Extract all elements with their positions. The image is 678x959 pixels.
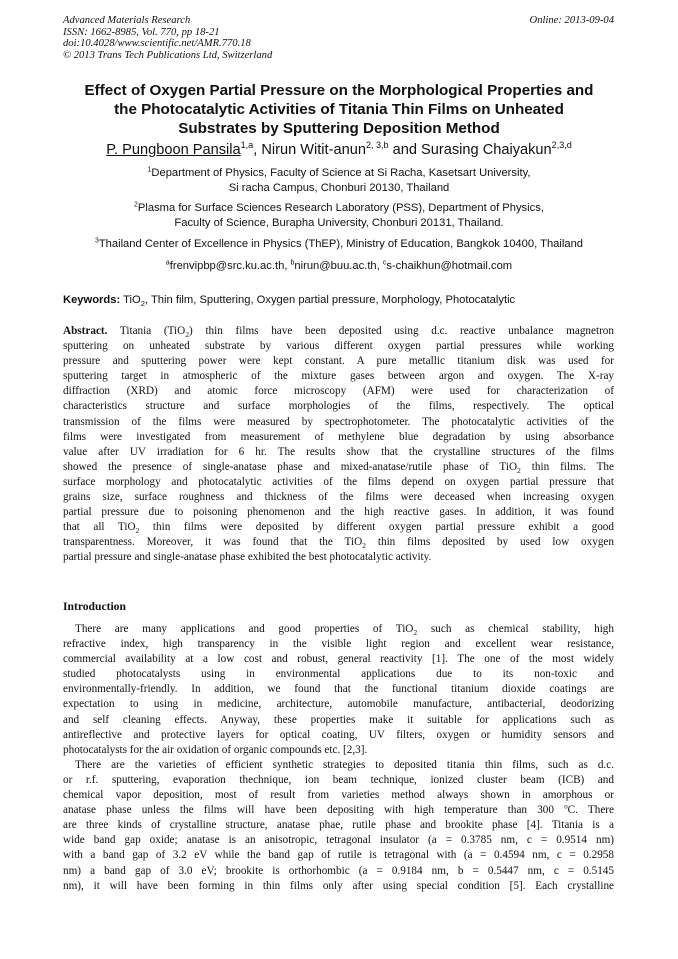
body-text: anatase phase unless the films will have been depositing with high temperature than 300	[63, 804, 565, 817]
subscript: 2	[517, 466, 521, 476]
title-line: Substrates by Sputtering Deposition Method	[178, 120, 500, 137]
email-marker: c	[382, 259, 387, 267]
email-marker: b	[290, 259, 295, 267]
body-line: with a band gap of 3.2 eV while the band gap of rutile is tetragonal with (a = 0.4594 nm, c = 0.2958	[63, 849, 614, 862]
abstract-line: characteristics structure and surface morphologies of the films, respectively. The optical	[63, 400, 614, 413]
journal-name: Advanced Materials Research	[63, 15, 191, 26]
affiliation-text: Department of Physics, Faculty of Science at Si Racha, Kasetsart University,	[151, 167, 531, 179]
keywords-label: Keywords:	[63, 294, 121, 306]
affiliation-text: Si racha Campus, Chonburi 20130, Thailand	[228, 182, 450, 194]
author-1[interactable]: P. Pungboon Pansila	[106, 142, 241, 158]
body-line: commercial availability at a low cost and robust, general reactivity [1]. The one of the most widely	[63, 653, 614, 666]
abstract-line: pressure and sputtering power were kept constant. A pure metallic titanium disk was used for	[63, 355, 614, 368]
body-line: refractive index, high transparency in the visible light region and excellent wear resistance,	[63, 638, 614, 651]
abstract-line: sputtering target in atmospheric of the mixture gases between argon and oxygen. The X-ray	[63, 370, 614, 383]
abstract-text: thin films. The	[520, 460, 614, 473]
affiliation-1	[20, 166, 658, 196]
abstract-line: partial pressure and single-anatase phase exhibited the best photocatalytic activity.	[63, 551, 432, 564]
author-emails	[20, 259, 658, 274]
degree-superscript: o	[564, 802, 568, 811]
abstract-text: Titania (TiO	[107, 325, 186, 337]
affiliation-text: Faculty of Science, Burapha University, Chonburi 20131, Thailand.	[174, 217, 504, 229]
journal-copyright: © 2013 Trans Tech Publications Ltd, Switzerland	[63, 49, 273, 61]
abstract-line: diffraction (XRD) and atomic force microscopy (AFM) were used for characterization of	[63, 385, 614, 398]
body-text: There are many applications and good properties of TiO	[75, 623, 414, 635]
body-line: nm) a band gap of 3.0 eV; brookite is orthorhombic (a = 0.9184 nm, b = 0.5447 nm, c = 0.5145	[63, 864, 614, 877]
author-1-affil: 1,a	[240, 140, 254, 151]
body-line: expectation to using in medicine, architecture, automobile manufacture, antibacterial, deodorizing	[63, 698, 614, 711]
journal-header	[63, 15, 272, 61]
affiliation-3	[20, 237, 658, 252]
author-separator: ,	[253, 142, 262, 158]
author-3-affil: 2,3,d	[551, 140, 572, 151]
body-line: antireflective and protective layers for optical coating, UV filters, oxygen or humidity sensors and	[63, 728, 614, 741]
body-line: studied photocatalysts using in environmental applications due to its non-toxic and	[63, 668, 614, 681]
abstract-text: thin films were deposited by different oxygen partial pressure exhibit a good	[139, 521, 614, 534]
affiliation-2	[20, 201, 658, 231]
online-date: Online: 2013-09-04	[529, 15, 614, 26]
email-marker: a	[165, 259, 170, 267]
abstract-line: surface morphology and photocatalytic activities of the films depend on oxygen partial pressure that	[63, 475, 614, 488]
email-2[interactable]: nirun@buu.ac.th,	[294, 260, 383, 272]
subscript: 2	[413, 628, 418, 638]
introduction-body	[63, 622, 614, 894]
section-heading-introduction: Introduction	[63, 600, 126, 613]
subscript: 2	[140, 299, 145, 309]
email-1[interactable]: frenvipbp@src.ku.ac.th,	[169, 260, 291, 272]
abstract-text: that all TiO	[63, 521, 136, 534]
abstract-line: films were investigated from measurement of methylene blue degradation by using absorbance	[63, 430, 614, 443]
body-line: photocatalysts for the air oxidation of organic compounds etc. [2,3].	[63, 743, 368, 756]
journal-issn: ISSN: 1662-8985, Vol. 770, pp 18-21	[63, 26, 220, 38]
body-line: or r.f. sputtering, evaporation thechnique, ion beam technique, ionized cluster beam (ICB) and	[63, 773, 614, 786]
abstract	[63, 324, 614, 566]
body-line: nm), it will have been forming in thin films only after using special condition [5]. Each crystalline	[63, 879, 614, 892]
paper-title	[58, 81, 620, 138]
title-line: Effect of Oxygen Partial Pressure on the Morphological Properties and	[84, 82, 594, 99]
affiliation-text: Plasma for Surface Sciences Research Laboratory (PSS), Department of Physics,	[137, 202, 544, 214]
author-2-affil: 2, 3,b	[365, 140, 389, 151]
body-text: C. There	[567, 804, 614, 817]
body-line: and self cleaning effects. Anyway, these properties make it suitable for applications such as	[63, 713, 614, 726]
body-text: such as chemical stability, high	[417, 623, 614, 635]
subscript: 2	[185, 330, 190, 340]
affiliation-text: Thailand Center of Excellence in Physics (ThEP), Ministry of Education, Bangkok 10400, Thailand	[98, 238, 584, 250]
body-line: chemical vapor deposition, most of result from varieties method always shown in amorphous or	[63, 789, 614, 802]
abstract-line: grains size, surface roughness and thickness of the films were deceased when increasing oxygen	[63, 491, 614, 504]
author-3: Surasing Chaiyakun	[421, 142, 552, 158]
abstract-label: Abstract.	[63, 325, 108, 337]
email-3[interactable]: s-chaikhun@hotmail.com	[386, 260, 513, 272]
body-line: are three kinds of crystalline structure, anatase phae, rutile phase and brookite phase [4]. Titania is a	[63, 819, 614, 832]
abstract-line: sputtering on unheated substrate by various different oxygen partial pressures while working	[63, 340, 614, 353]
abstract-line: transmission of the films were measured by spectrophotometer. The photocatalytic activities of the	[63, 415, 614, 428]
keyword-text: TiO	[120, 294, 141, 306]
author-list	[30, 141, 648, 159]
abstract-text: ) thin films have been deposited using d.c. reactive unbalance magnetron	[189, 325, 614, 337]
abstract-line: partial pressure due to poisoning phenomenon and the high reactive gases. In addition, it was found	[63, 506, 614, 519]
keyword-text: , Thin film, Sputtering, Oxygen partial pressure, Morphology, Photocatalytic	[144, 294, 516, 306]
journal-doi[interactable]: doi:10.4028/www.scientific.net/AMR.770.18	[63, 38, 251, 50]
subscript: 2	[362, 541, 366, 551]
body-line: There are the varieties of efficient synthetic strategies to deposited titania thin films, such as d.c.	[75, 758, 614, 771]
author-2: Nirun Witit-anun	[261, 142, 366, 158]
keywords	[63, 294, 516, 309]
abstract-line: value after UV irradiation for 6 hr. The results show that the crystalline structures of the films	[63, 445, 614, 458]
subscript: 2	[135, 526, 140, 536]
author-separator: and	[388, 142, 422, 158]
abstract-text: thin films deposited by used low oxygen	[365, 536, 614, 549]
affiliation-number: 2	[134, 201, 138, 209]
abstract-text: showed the presence of single-anatase phase and mixed-anatase/rutile phase of TiO	[63, 460, 518, 473]
affiliation-number: 3	[94, 237, 99, 245]
body-line: wide band gap oxide; anatase is an anisotropic, tetragonal insulator (a = 0.3785 nm, c = 0.9514 nm)	[63, 834, 614, 847]
affiliation-number: 1	[147, 166, 152, 174]
title-line: the Photocatalytic Activities of Titania Thin Films on Unheated	[114, 101, 564, 118]
abstract-text: transparentness. Moreover, it was found that the TiO	[63, 536, 363, 549]
body-line: environmentally-friendly. In addition, we found that the functional titanium dioxide coatings are	[63, 683, 614, 696]
